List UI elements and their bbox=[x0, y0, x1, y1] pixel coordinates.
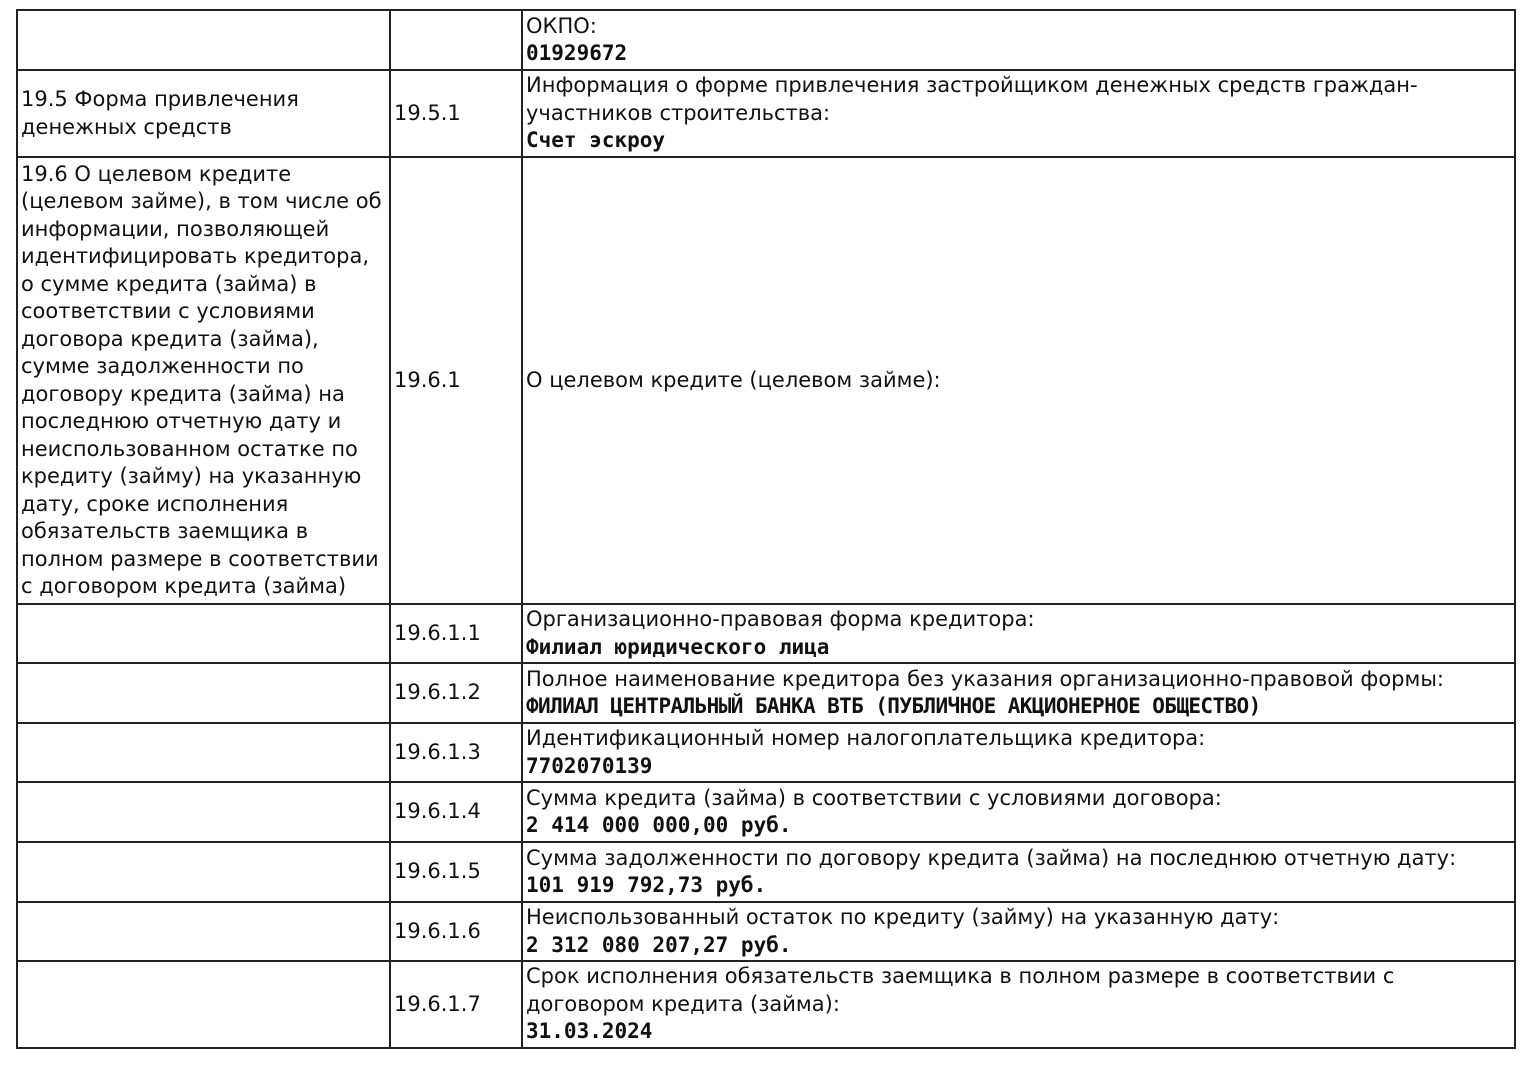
item-label: ОКПО: bbox=[526, 13, 597, 38]
item-content bbox=[522, 10, 1515, 70]
item-code: 19.6.1.7 bbox=[390, 961, 522, 1048]
item-label: Полное наименование кредитора без указания организационно-правовой формы: bbox=[526, 666, 1445, 691]
item-value: 101 919 792,73 руб. bbox=[526, 873, 767, 897]
table-row bbox=[17, 604, 1515, 663]
item-code: 19.6.1.5 bbox=[390, 842, 522, 902]
table-row bbox=[17, 782, 1515, 842]
item-label: Информация о форме привлечения застройщиком денежных средств граждан-участников строительства: bbox=[526, 73, 1418, 125]
item-value: ФИЛИАЛ ЦЕНТРАЛЬНЫЙ БАНКА ВТБ (ПУБЛИЧНОЕ АКЦИОНЕРНОЕ ОБЩЕСТВО) bbox=[526, 694, 1261, 718]
table-row bbox=[17, 663, 1515, 723]
item-value: 2 414 000 000,00 руб. bbox=[526, 813, 792, 837]
item-content bbox=[522, 902, 1515, 961]
item-content bbox=[522, 157, 1515, 604]
table-row bbox=[17, 10, 1515, 70]
section-cell bbox=[17, 961, 390, 1048]
item-content bbox=[522, 782, 1515, 842]
item-code: 19.6.1.2 bbox=[390, 663, 522, 723]
item-content bbox=[522, 961, 1515, 1048]
item-code: 19.6.1.3 bbox=[390, 723, 522, 782]
section-cell: 19.5 Форма привлечения денежных средств bbox=[17, 70, 390, 157]
item-content bbox=[522, 604, 1515, 663]
item-code: 19.6.1.6 bbox=[390, 902, 522, 961]
declaration-table bbox=[16, 9, 1516, 1049]
section-cell bbox=[17, 663, 390, 723]
section-cell bbox=[17, 604, 390, 663]
table-row bbox=[17, 70, 1515, 157]
table-row bbox=[17, 723, 1515, 782]
item-code bbox=[390, 10, 522, 70]
item-content bbox=[522, 663, 1515, 723]
item-label: Неиспользованный остаток по кредиту (займу) на указанную дату: bbox=[526, 905, 1280, 929]
table-row bbox=[17, 902, 1515, 961]
item-label: Сумма задолженности по договору кредита (займа) на последнюю отчетную дату: bbox=[526, 845, 1457, 870]
table-row bbox=[17, 961, 1515, 1048]
table-row bbox=[17, 157, 1515, 604]
section-cell bbox=[17, 842, 390, 902]
section-cell bbox=[17, 10, 390, 70]
section-cell bbox=[17, 782, 390, 842]
item-value: Филиал юридического лица bbox=[526, 634, 830, 659]
section-cell bbox=[17, 723, 390, 782]
section-cell bbox=[17, 902, 390, 961]
item-content bbox=[522, 723, 1515, 782]
table-row bbox=[17, 842, 1515, 902]
item-value: 31.03.2024 bbox=[526, 1019, 653, 1044]
item-code: 19.6.1.4 bbox=[390, 782, 522, 842]
item-label: О целевом кредите (целевом займе): bbox=[526, 367, 941, 392]
item-content bbox=[522, 842, 1515, 902]
item-content bbox=[522, 70, 1515, 157]
item-label: Сумма кредита (займа) в соответствии с условиями договора: bbox=[526, 785, 1222, 810]
item-value: 7702070139 bbox=[526, 753, 653, 778]
section-cell: 19.6 О целевом кредите (целевом займе), в том числе об информации, позволяющей идентифицировать кредитора, о сумме кредита (займа) в соответствии с условиями договора кредита (займа), сумме задолженности по договору кредита (займа) на последнюю отчетную дату и неиспользованном остатке по кредиту (займу) на указанную дату, сроке исполнения обязательств заемщика в полном размере в соответствии с договором кредита (займа) bbox=[17, 157, 390, 604]
item-label: Организационно-правовая форма кредитора: bbox=[526, 607, 1035, 631]
item-code: 19.6.1.1 bbox=[390, 604, 522, 663]
item-value: 01929672 bbox=[526, 41, 628, 65]
item-label: Срок исполнения обязательств заемщика в полном размере в соответствии с договором кредита (займа): bbox=[526, 964, 1395, 1016]
item-code: 19.6.1 bbox=[390, 157, 522, 604]
item-label: Идентификационный номер налогоплательщика кредитора: bbox=[526, 726, 1206, 750]
item-code: 19.5.1 bbox=[390, 70, 522, 157]
item-value: 2 312 080 207,27 руб. bbox=[526, 932, 792, 957]
item-value: Счет эскроу bbox=[526, 128, 666, 153]
